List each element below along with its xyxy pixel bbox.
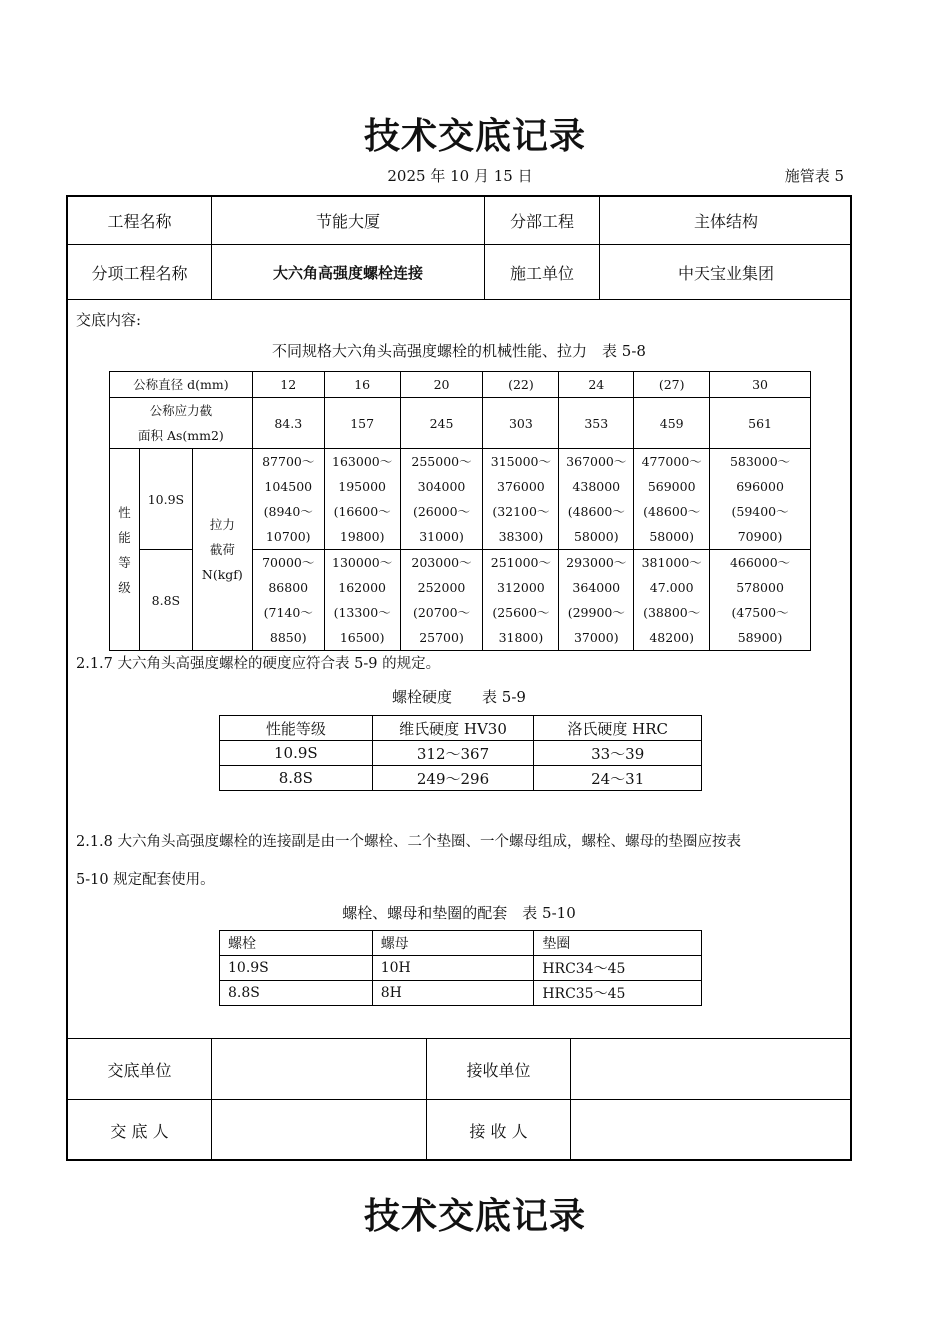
load-cell [252,449,324,550]
table-cell: 10.9S [220,956,373,981]
load-value-line: 104500 [264,479,313,494]
table-cell: 459 [634,398,710,449]
load-cell [634,550,710,651]
table-header: 洛氏硬度 HRC [534,716,702,741]
load-value-line: 203000～ [411,555,472,570]
table-5-8 [109,371,811,651]
load-value-line: 37000) [573,630,619,645]
content-label: 交底内容: [76,311,142,329]
load-value-line: 70000～ [262,555,315,570]
table-cell: 353 [559,398,634,449]
load-value-line: (48600～ [643,504,701,519]
load-value-line: 367000～ [566,454,627,469]
table-header: 螺栓 [220,931,373,956]
table-5-10 [219,930,702,1006]
load-cell [324,449,400,550]
grade-8-8s: 8.8S [139,550,192,651]
table-header: 垫圈 [534,931,702,956]
load-value-line: 70900) [737,529,783,544]
receiver-label: 接 收 人 [469,1121,528,1141]
table-row [110,372,811,398]
table-header: 性能等级 [220,716,373,741]
document-title-next-page: 技术交底记录 [363,1196,586,1237]
load-value-line: (32100～ [492,504,550,519]
form-number: 施管表 5 [784,167,844,185]
table-cell: 10H [372,956,534,981]
table-cell: 561 [710,398,811,449]
grade-label-char: 等 [118,554,131,570]
table-cell: HRC35～45 [534,981,702,1006]
grade-label [110,449,140,651]
table-5-9 [219,715,702,791]
issuer-label: 交 底 人 [110,1121,169,1141]
load-value-line: 304000 [417,479,466,494]
table-cell: 312～367 [372,741,534,766]
divider [570,1038,571,1161]
load-value-line: 58000) [649,529,694,544]
load-value-line: 58000) [573,529,619,544]
division-value: 主体结构 [693,212,758,231]
load-value-line: 19800) [339,529,385,544]
table-header: 维氏硬度 HV30 [372,716,534,741]
table-cell: 24 [559,372,634,398]
divider [68,299,850,300]
load-value-line: 86800 [268,580,309,595]
load-value-line: 255000～ [411,454,472,469]
table-cell: 8.8S [220,981,373,1006]
table-cell: 8H [372,981,534,1006]
table-cell: (27) [634,372,710,398]
table-header: 螺母 [372,931,534,956]
load-value-line: 252000 [417,580,466,595]
document-title: 技术交底记录 [363,116,586,157]
load-value-line: (16600～ [333,504,391,519]
load-value-line: 251000～ [490,555,551,570]
table-row [220,716,702,741]
table-cell: 157 [324,398,400,449]
grade-label-char: 性 [118,504,131,520]
table-5-9-caption: 螺栓硬度 表 5-9 [392,688,526,706]
load-value-line: (47500～ [731,605,789,620]
table-cell: 303 [483,398,559,449]
load-value-line: (7140～ [263,605,313,620]
load-value-line: 10700) [265,529,311,544]
table-cell: 249～296 [372,766,534,791]
load-value-line: 87700～ [262,454,315,469]
load-value-line: 578000 [736,580,784,595]
grade-10-9s: 10.9S [139,449,192,550]
load-value-line: 31800) [498,630,544,645]
load-cell [324,550,400,651]
load-value-line: (38800～ [643,605,701,620]
grade-label-char: 能 [118,529,131,545]
table-cell: HRC34～45 [534,956,702,981]
load-value-line: 48200) [649,630,694,645]
division-label: 分部工程 [509,212,574,231]
load-cell [710,449,811,550]
load-value-line: 364000 [572,580,621,595]
record-form [66,195,852,1161]
load-value-line: 162000 [338,580,386,595]
load-value-line: 438000 [572,479,621,494]
contractor-label: 施工单位 [509,263,574,283]
load-label-line: 截荷 [209,542,235,557]
paragraph-2-1-8: 2.1.8 大六角头高强度螺栓的连接副是由一个螺栓、二个垫圈、一个螺母组成，螺栓、螺母的垫圈应按表 [76,834,741,850]
project-name: 节能大厦 [315,212,380,231]
table-row [220,981,702,1006]
table-row [220,741,702,766]
table-cell: 20 [400,372,483,398]
load-cell [400,449,483,550]
load-value-line: 47.000 [649,580,694,595]
table-row [110,398,811,449]
load-cell [483,449,559,550]
table-cell: 24～31 [534,766,702,791]
paragraph-2-1-7: 2.1.7 大六角头高强度螺栓的硬度应符合表 5-9 的规定。 [76,656,441,672]
load-value-line: 477000～ [641,454,702,469]
table-cell: 10.9S [220,741,373,766]
area-label-line: 公称应力截 [149,403,213,418]
contractor-value: 中天宝业集团 [677,263,774,283]
load-cell [634,449,710,550]
load-value-line: 163000～ [332,454,393,469]
load-value-line: 38300) [498,529,544,544]
load-value-line: 8850) [269,630,307,645]
load-cell [559,550,634,651]
paragraph-2-1-8-cont: 5-10 规定配套使用。 [76,872,215,888]
table-5-10-caption: 螺栓、螺母和垫圈的配套 表 5-10 [342,904,576,922]
load-value-line: 31000) [419,529,464,544]
load-value-line: 195000 [338,479,386,494]
load-cell [400,550,483,651]
receiver-unit-label: 接收单位 [466,1060,531,1080]
load-value-line: 312000 [497,580,545,595]
load-value-line: 569000 [647,479,696,494]
issuer-unit-label: 交底单位 [107,1060,172,1080]
grade-label-char: 级 [118,579,131,595]
load-value-line: 293000～ [566,555,627,570]
table-cell: 84.3 [252,398,324,449]
load-value-line: 381000～ [641,555,702,570]
load-value-line: 25700) [419,630,464,645]
table-cell: 30 [710,372,811,398]
load-cell [710,550,811,651]
load-cell [252,550,324,651]
table-row [220,956,702,981]
load-value-line: (26000～ [412,504,471,519]
load-label-line: N(kgf) [201,567,243,582]
area-label-line: 面积 As(mm2) [137,428,224,443]
table-cell: 8.8S [220,766,373,791]
project-name-label: 工程名称 [107,212,172,231]
load-value-line: (20700～ [412,605,471,620]
diameter-label: 公称直径 d(mm) [110,372,253,398]
load-label-line: 拉力 [209,517,235,532]
document-date: 2025 年 10 月 15 日 [387,167,533,185]
table-row [220,931,702,956]
table-5-8-caption: 不同规格大六角头高强度螺栓的机械性能、拉力 表 5-8 [272,342,646,360]
load-value-line: 466000～ [729,555,791,570]
load-value-line: 130000～ [332,555,393,570]
load-value-line: (25600～ [492,605,550,620]
load-value-line: (29900～ [567,605,625,620]
subitem-label: 分项工程名称 [91,263,188,283]
load-value-line: (8940～ [263,504,313,519]
load-cell [483,550,559,651]
divider [211,1038,212,1161]
table-cell: 245 [400,398,483,449]
table-cell: (22) [483,372,559,398]
table-row [110,449,811,550]
load-cell [559,449,634,550]
load-value-line: (48600～ [567,504,625,519]
load-value-line: 58900) [737,630,783,645]
area-label [110,398,253,449]
table-cell: 12 [252,372,324,398]
table-row [220,766,702,791]
load-value-line: (59400～ [731,504,789,519]
load-value-line: 696000 [736,479,784,494]
load-value-line: 583000～ [729,454,791,469]
load-value-line: 376000 [497,479,545,494]
subitem-value: 大六角高强度螺栓连接 [272,263,423,282]
load-value-line: 315000～ [490,454,551,469]
table-cell: 16 [324,372,400,398]
load-value-line: (13300～ [333,605,391,620]
table-cell: 33～39 [534,741,702,766]
load-value-line: 16500) [339,630,385,645]
load-label [192,449,252,651]
